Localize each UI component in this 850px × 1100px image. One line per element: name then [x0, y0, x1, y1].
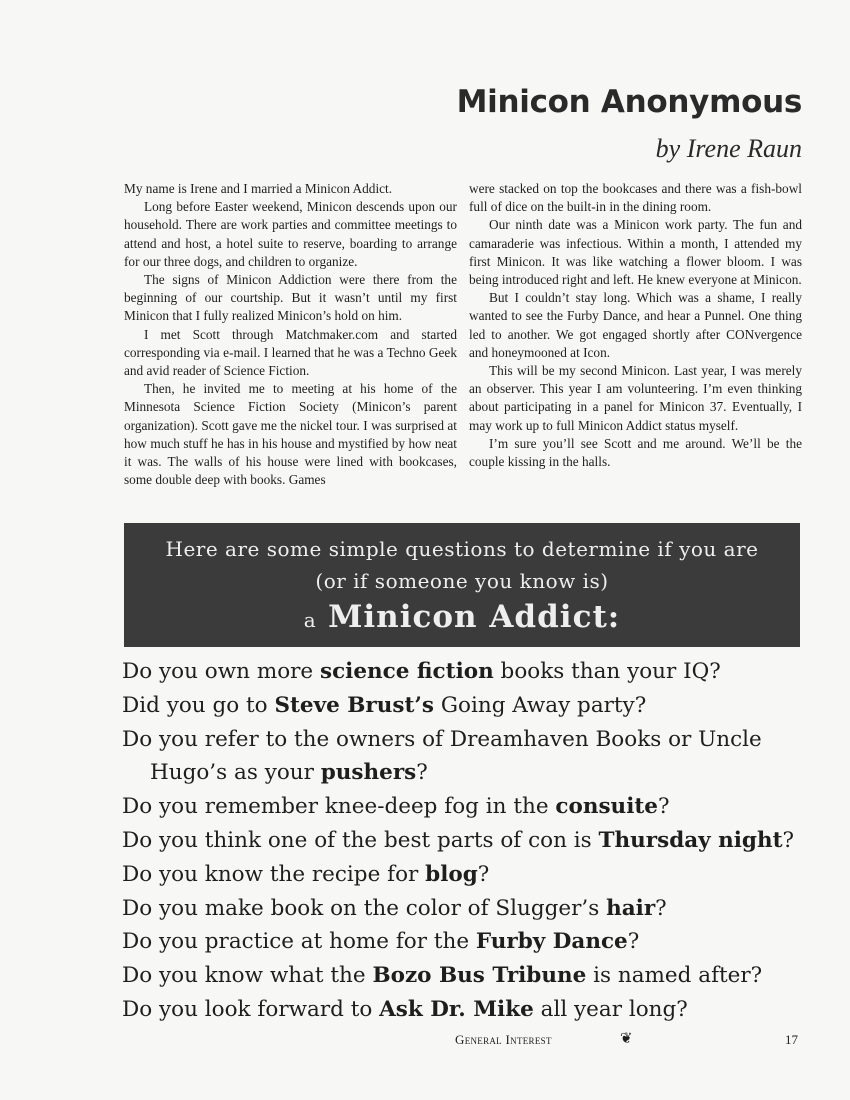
question-emphasis: Steve Brust’s	[274, 692, 435, 718]
question-emphasis: Furby Dance	[475, 929, 628, 955]
question-item	[122, 993, 832, 1027]
banner-prefix: a	[303, 608, 316, 632]
question-emphasis: Ask Dr. Mike	[379, 996, 534, 1022]
paragraph: Our ninth date was a Minicon work party. The fun and camaraderie was infectious. Within a month, I attended my first Minicon. It was like watching a flower bloom. I was being introduced right and left. He knew everyone at Minicon.	[469, 217, 802, 288]
question-emphasis: Thursday night	[598, 827, 783, 853]
question-item	[122, 723, 832, 757]
question-text: Do you think one of the best parts of con is	[122, 827, 599, 853]
banner-line-3	[124, 599, 800, 635]
fleuron-icon: ❦	[620, 1029, 633, 1047]
quiz-banner	[124, 523, 800, 647]
question-item	[122, 655, 832, 689]
question-item	[122, 756, 832, 790]
question-emphasis: consuite	[555, 794, 658, 820]
question-text: Going Away party?	[434, 692, 647, 718]
question-text: Do you refer to the owners of Dreamhaven Books or Uncle	[122, 726, 762, 752]
question-text: is named after?	[586, 963, 763, 989]
paragraph: were stacked on top the bookcases and there was a fish-bowl full of dice on the built-in in the dining room.	[469, 181, 802, 215]
footer-section-label: General Interest	[455, 1032, 552, 1047]
question-item	[122, 689, 832, 723]
question-text: Did you go to	[122, 692, 275, 718]
question-item	[122, 790, 832, 824]
question-text: Do you know the recipe for	[122, 861, 426, 887]
paragraph: Then, he invited me to meeting at his home of the Minnesota Science Fiction Society (Minicon’s parent organization). Scott gave me the nickel tour. I was surprised at how much stuff he has in his house and mystified by how neat it was. The walls of his house were lined with bookcases, some double deep with books. Games	[124, 381, 457, 488]
question-text: ?	[782, 827, 795, 853]
question-text: books than your IQ?	[493, 659, 721, 684]
paragraph: I’m sure you’ll see Scott and me around. We’ll be the couple kissing in the halls.	[469, 435, 802, 470]
body-column-left	[124, 180, 457, 489]
paragraph: I met Scott through Matchmaker.com and started corresponding via e-mail. I learned that he was a Techno Geek and avid reader of Science Fiction.	[124, 326, 457, 379]
question-emphasis: Bozo Bus Tribune	[372, 963, 587, 989]
article-byline: by Irene Raun	[655, 134, 802, 163]
question-text: ?	[655, 895, 667, 921]
question-text: Do you know what the	[122, 963, 373, 989]
question-emphasis: science fiction	[319, 659, 494, 684]
question-item	[122, 892, 832, 926]
question-item	[122, 858, 832, 892]
question-text: Hugo’s as your	[150, 760, 321, 786]
paragraph: The signs of Minicon Addiction were there from the beginning of our courtship. But it wasn’t until my first Minicon that I fully realized Minicon’s hold on him.	[124, 272, 457, 324]
paragraph: But I couldn’t stay long. Which was a shame, I really wanted to see the Furby Dance, and hear a Punnel. One thing led to another. We got engaged shortly after CONvergence and honeymooned at Icon.	[469, 290, 802, 360]
question-text: ?	[416, 760, 428, 786]
banner-headline: Minicon Addict:	[328, 599, 621, 635]
article-title: Minicon Anonymous	[456, 84, 802, 120]
question-item	[122, 925, 832, 959]
question-text: Do you remember knee-deep fog in the	[122, 794, 556, 820]
paragraph: Long before Easter weekend, Minicon descends upon our household. There are work parties and committee meetings to attend and host, a hotel suite to reserve, boarding to arrange for our three dogs, and children to organize.	[124, 199, 457, 269]
question-text: Do you make book on the color of Slugger’s	[122, 895, 607, 921]
paragraph: My name is Irene and I married a Minicon Addict.	[124, 181, 393, 196]
question-emphasis: hair	[606, 895, 656, 921]
page-number: 17	[785, 1032, 798, 1047]
paragraph: This will be my second Minicon. Last year, I was merely an observer. This year I am volunteering. I’m even thinking about participating in a panel for Minicon 37. Eventually, I may work up to full Minicon Addict status myself.	[469, 363, 802, 433]
body-column-right	[469, 180, 802, 471]
question-emphasis: blog	[425, 861, 478, 887]
question-text: Do you look forward to	[122, 996, 380, 1022]
question-item	[122, 959, 832, 993]
question-text: ?	[477, 861, 490, 887]
question-text: Do you own more	[122, 659, 320, 684]
banner-line-2: (or if someone you know is)	[315, 569, 609, 593]
question-item	[122, 824, 832, 858]
question-text: all year long?	[533, 996, 688, 1022]
question-text: Do you practice at home for the	[122, 929, 476, 955]
question-emphasis: pushers	[320, 760, 417, 786]
question-list	[122, 655, 832, 1027]
question-text: ?	[627, 929, 640, 955]
question-text: ?	[657, 794, 670, 820]
banner-line-1: Here are some simple questions to determine if you are	[165, 537, 759, 561]
